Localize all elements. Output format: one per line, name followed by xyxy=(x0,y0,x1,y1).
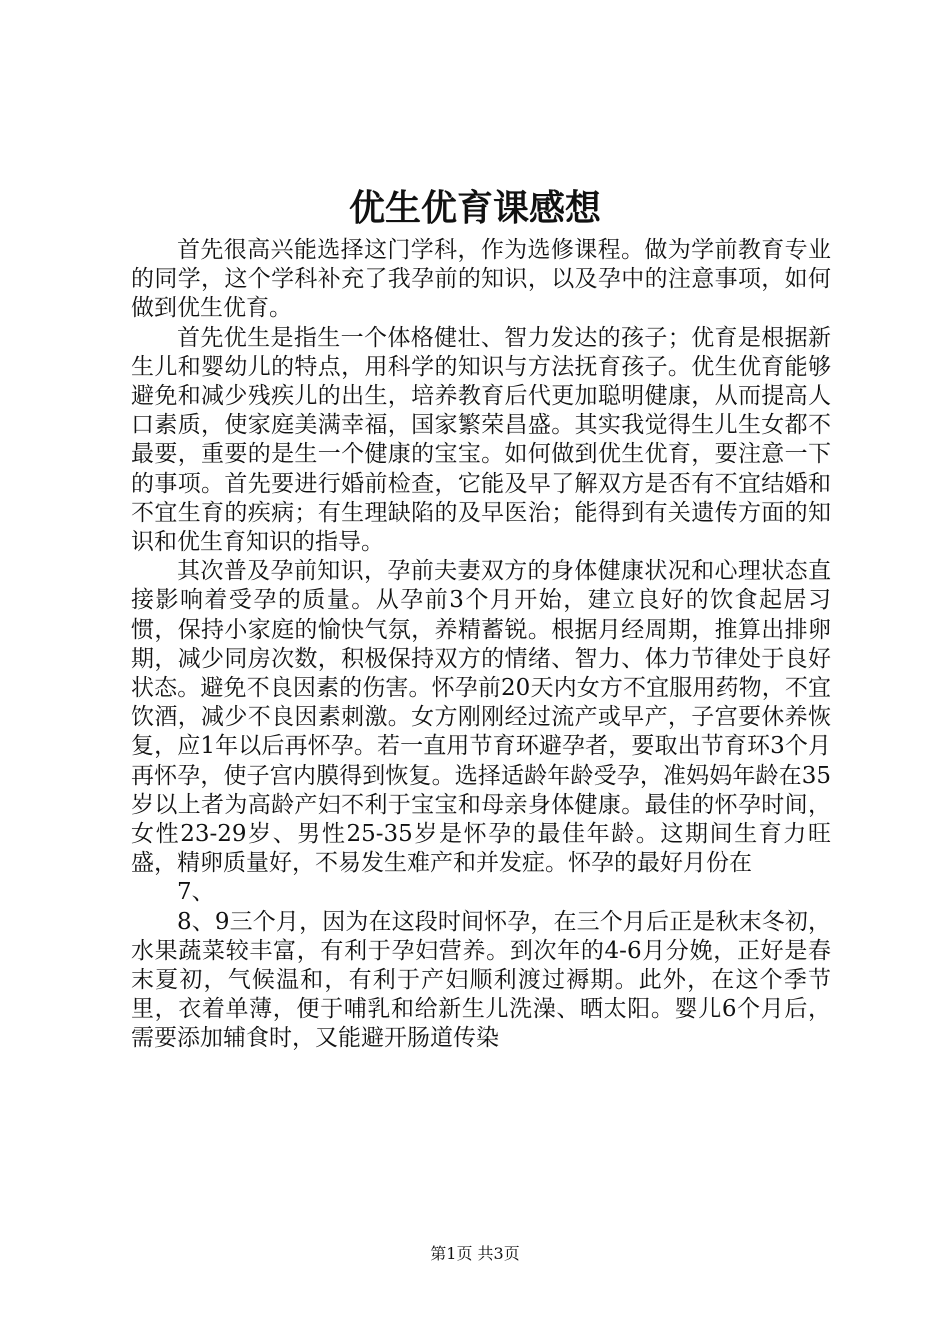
page-footer: 第1页 共3页 xyxy=(430,1244,520,1263)
document-body xyxy=(131,236,831,1054)
paragraph-preconception: 其次普及孕前知识，孕前夫妻双方的身体健康状况和心理状态直接影响着受孕的质量。从孕前3个月开始，建立良好的饮食起居习惯，保持小家庭的愉快气氛，养精蓄锐。根据月经周期，推算出排卵期，减少同房次数，积极保持双方的情绪、智力、体力节律处于良好状态。避免不良因素的伤害。怀孕前20天内女方不宜服用药物，不宜饮酒，减少不良因素刺激。女方刚刚经过流产或早产，子宫要休养恢复，应1年以后再怀孕。若一直用节育环避孕者，要取出节育环3个月再怀孕，使子宫内膜得到恢复。选择适龄年龄受孕，准妈妈年龄在35岁以上者为高龄产妇不利于宝宝和母亲身体健康。最佳的怀孕时间，女性23-29岁、男性25-35岁是怀孕的最佳年龄。这期间生育力旺盛，精卵质量好，不易发生难产和并发症。怀孕的最好月份在 xyxy=(131,558,831,877)
paragraph-definition: 首先优生是指生一个体格健壮、智力发达的孩子；优育是根据新生儿和婴幼儿的特点，用科学的知识与方法抚育孩子。优生优育能够避免和减少残疾儿的出生，培养教育后代更加聪明健康，从而提高人口素质，使家庭美满幸福，国家繁荣昌盛。其实我觉得生儿生女都不最要，重要的是生一个健康的宝宝。如何做到优生优育，要注意一下的事项。首先要进行婚前检查，它能及早了解双方是否有不宜结婚和不宜生育的疾病；有生理缺陷的及早医治；能得到有关遗传方面的知识和优生育知识的指导。 xyxy=(131,324,831,556)
document-title: 优生优育课感想 xyxy=(348,187,601,229)
paragraph-best-months: 8、9三个月，因为在这段时间怀孕，在三个月后正是秋末冬初，水果蔬菜较丰富，有利于孕妇营养。到次年的4-6月分娩，正好是春末夏初，气候温和，有利于产妇顺利渡过褥期。此外，在这个季节里，衣着单薄，便于哺乳和给新生儿洗澡、晒太阳。婴儿6个月后，需要添加辅食时，又能避开肠道传染 xyxy=(131,908,831,1052)
paragraph-list-marker: 7、 xyxy=(177,879,215,906)
paragraph-intro: 首先很高兴能选择这门学科，作为选修课程。做为学前教育专业的同学，这个学科补充了我孕前的知识，以及孕中的注意事项，如何做到优生优育。 xyxy=(131,237,831,322)
